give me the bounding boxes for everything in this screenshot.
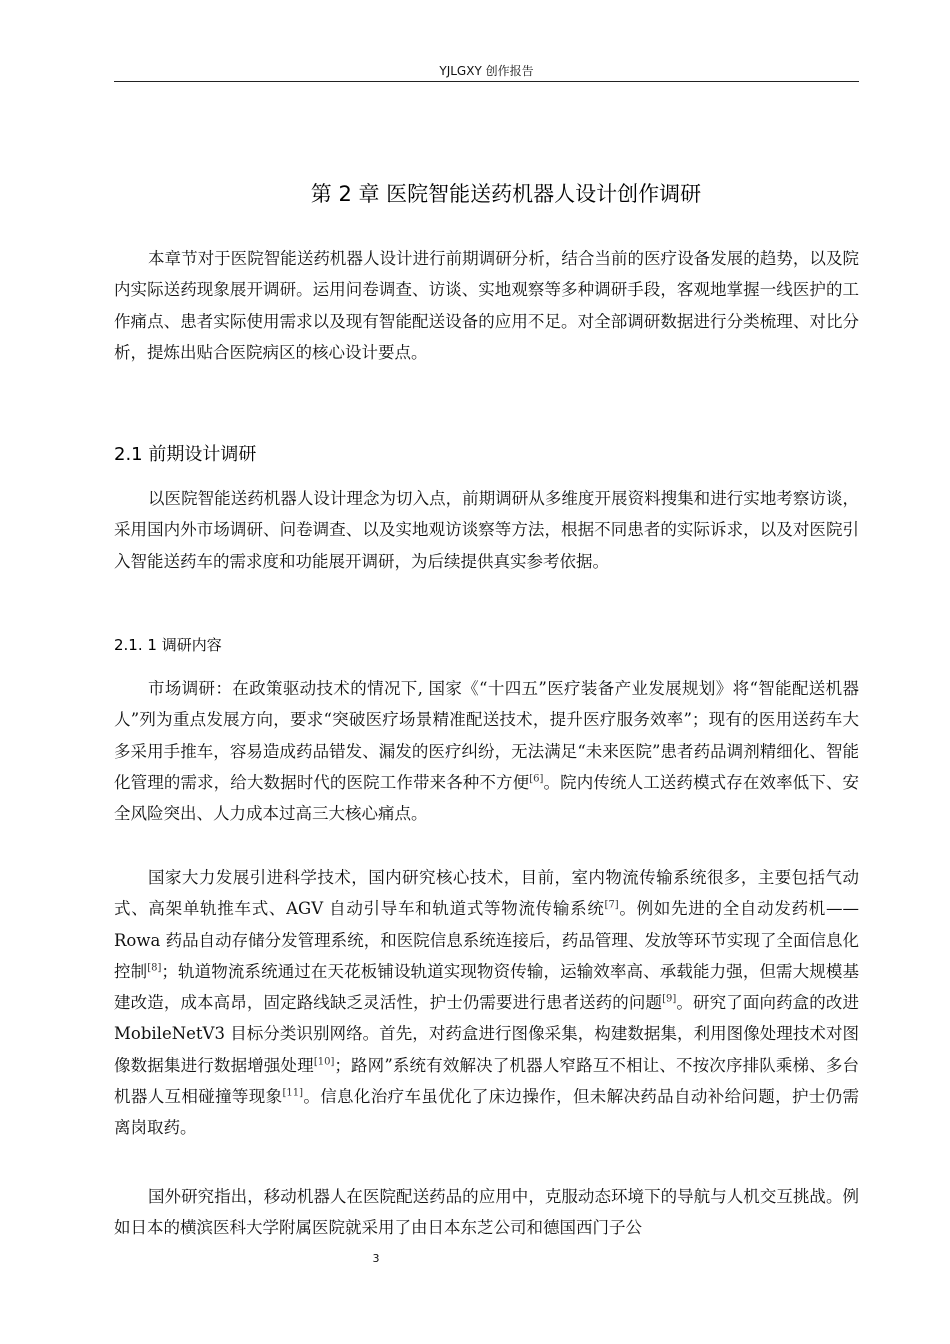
citation-ref: [7]	[604, 899, 619, 911]
paragraph-text: 。信息化治疗车虽优化了床边操作，但未解决药品自动补给问题，护士仍需离岗取药。	[114, 1087, 860, 1138]
chapter-intro-paragraph: 本章节对于医院智能送药机器人设计进行前期调研分析，结合当前的医疗设备发展的趋势，以及院内实际送药现象展开调研。运用问卷调查、访谈、实地观察等多种调研手段，客观地掌握一线医护的工作痛点、患者实际使用需求以及现有智能配送设备的应用不足。对全部调研数据进行分类梳理、对比分析，提炼出贴合医院病区的核心设计要点。	[114, 249, 859, 362]
section-2-1-paragraph: 以医院智能送药机器人设计理念为切入点，前期调研从多维度开展资料搜集和进行实地考察访谈，采用国内外市场调研、问卷调查、以及实地观访谈察等方法，根据不同患者的实际诉求，以及对医院引入智能送药车的需求度和功能展开调研，为后续提供真实参考依据。	[114, 489, 859, 571]
citation-ref: [6]	[529, 773, 544, 785]
page-number: 3	[372, 1252, 380, 1265]
paragraph-text: 市场调研：在政策驱动技术的情况下, 国家《“十四五”医疗装备产业发展规划》将“智能配送机器人”列为重点发展方向，要求“突破医疗场景精准配送技术，提升医疗服务效率”；现有的医用送药车大多采用手推车，容易造成药品错发、漏发的医疗纠纷，无法满足“未来医院”患者药品调剂精细化、智能化管理的需求，给大数据时代的医院工作带来各种不方便	[114, 679, 859, 792]
citation-ref: [8]	[147, 962, 162, 974]
foreign-research-paragraph: 国外研究指出，移动机器人在医院配送药品的应用中，克服动态环境下的导航与人机交互挑战。例如日本的横滨医科大学附属医院就采用了由日本东芝公司和德国西门子公	[114, 1187, 859, 1238]
paragraph-text: ；轨道物流系统通过在天花板铺设轨道实现物资传输，运输效率高、承载能力强，但需大规模基建改造，成本高昂，固定路线缺乏灵活性，护士仍需要进行患者送药的问题	[114, 961, 860, 1013]
citation-ref: [9]	[662, 993, 677, 1005]
market-research-paragraph	[114, 673, 859, 829]
citation-ref: [10]	[313, 1056, 335, 1068]
paragraph-text: 。研究了面向药盒的改进 MobileNetV3 目标分类识别网络。首先，对药盒进行图像采集，构建数据集，利用图像处理技术对图像数据集进行数据增强处理	[114, 993, 860, 1075]
domestic-research-paragraph	[114, 862, 859, 1144]
chapter-title: 第 2 章 医院智能送药机器人设计创作调研	[310, 182, 702, 206]
citation-ref: [11]	[282, 1087, 304, 1099]
paragraph-text: 。例如先进的全自动发药机——Rowa 药品自动存储分发管理系统，和医院信息系统连接后，药品管理、发放等环节实现了全面信息化控制	[114, 899, 860, 981]
subsection-heading-2-1-1: 2.1. 1 调研内容	[114, 636, 222, 654]
paragraph-text: ；路网”系统有效解决了机器人窄路互不相让、不按次序排队乘梯、多台机器人互相碰撞等现象	[114, 1055, 860, 1107]
header-divider	[114, 81, 859, 82]
section-heading-2-1: 2.1 前期设计调研	[114, 444, 257, 465]
paragraph-text: 国家大力发展引进科学技术，国内研究核心技术，目前，室内物流传输系统很多，主要包括气动式、高架单轨推车式、AGV 自动引导车和轨道式等物流传输系统	[114, 868, 859, 919]
running-header: YJLGXY 创作报告	[439, 64, 534, 78]
paragraph-text: 。院内传统人工送药模式存在效率低下、安全风险突出、人力成本过高三大核心痛点。	[114, 772, 860, 824]
